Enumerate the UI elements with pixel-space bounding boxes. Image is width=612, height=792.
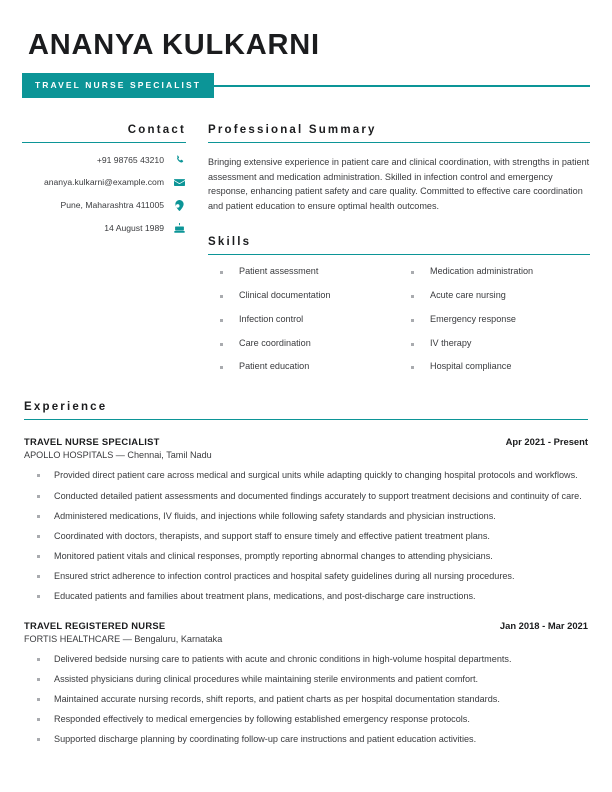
job-bullet-text: Conducted detailed patient assessments and documented findings accurately to support treatment decisions and continuity of care. xyxy=(54,490,582,501)
contact-item-email xyxy=(22,177,186,187)
job-bullet-text: Ensured strict adherence to infection control practices and hospital safety guidelines during all nursing procedures. xyxy=(54,571,515,582)
square-bullet-icon xyxy=(411,319,414,322)
experience-heading: Experience xyxy=(24,401,588,420)
phone-icon xyxy=(173,155,186,165)
skill-label: Clinical documentation xyxy=(239,289,331,300)
job-date-range: Jan 2018 - Mar 2021 xyxy=(499,619,588,631)
job-bullet xyxy=(24,693,588,706)
job-bullet-text: Provided direct patient care across medical and surgical units while adapting quickly to changing hospital protocols and workflows. xyxy=(54,470,578,481)
job-title: TRAVEL NURSE SPECIALIST xyxy=(24,436,160,448)
contact-phone-value: +91 98765 43210 xyxy=(96,154,164,165)
square-bullet-icon xyxy=(37,535,40,538)
job-bullet-text: Responded effectively to medical emergencies by following established emergency response protocols. xyxy=(54,714,470,725)
job-bullet-text: Administered medications, IV fluids, and injections while following safety standards and physician instructions. xyxy=(54,510,496,521)
contact-list xyxy=(22,155,186,234)
job-company: APOLLO HOSPITALS — Chennai, Tamil Nadu xyxy=(24,450,212,461)
job-company: FORTIS HEALTHCARE — Bengaluru, Karnataka xyxy=(24,633,223,644)
skill-label: Patient assessment xyxy=(239,265,319,276)
job-bullet xyxy=(24,469,588,482)
skill-item xyxy=(208,314,399,325)
skills-grid xyxy=(208,266,590,386)
contact-location-value: Pune, Maharashtra 411005 xyxy=(60,199,164,210)
contact-item-phone xyxy=(22,155,186,165)
square-bullet-icon xyxy=(411,343,414,346)
resume-header xyxy=(22,30,590,98)
birthday-cake-icon xyxy=(173,223,186,234)
skill-item xyxy=(399,338,590,349)
contact-email-value: ananya.kulkarni@example.com xyxy=(43,177,164,188)
skill-item xyxy=(208,361,399,372)
skill-label: Patient education xyxy=(239,361,310,372)
skills-column-left xyxy=(208,266,399,386)
job-bullet-text: Coordinated with doctors, therapists, and support staff to ensure timely and effective patient treatment plans. xyxy=(54,530,490,541)
job-bullet-text: Delivered bedside nursing care to patients with acute and chronic conditions in high-volume hospital departments. xyxy=(54,653,512,664)
job-title-row xyxy=(22,73,590,98)
job-bullet-text: Assisted physicians during clinical procedures while maintaining sterile environments and patient comfort. xyxy=(54,673,479,684)
skill-item xyxy=(208,290,399,301)
contact-item-location xyxy=(22,200,186,211)
job-bullet xyxy=(24,673,588,686)
square-bullet-icon xyxy=(37,474,40,477)
job-bullet-list xyxy=(24,469,588,603)
job-bullet xyxy=(24,510,588,523)
job-bullet xyxy=(24,490,588,503)
job-bullet xyxy=(24,550,588,563)
skill-label: Hospital compliance xyxy=(430,361,512,372)
skill-item xyxy=(399,290,590,301)
skill-label: Medication administration xyxy=(430,265,534,276)
skills-heading: Skills xyxy=(208,236,590,255)
email-icon xyxy=(173,178,186,187)
square-bullet-icon xyxy=(220,319,223,322)
job-bullet xyxy=(24,570,588,583)
experience-job xyxy=(24,436,588,603)
square-bullet-icon xyxy=(411,271,414,274)
square-bullet-icon xyxy=(37,515,40,518)
square-bullet-icon xyxy=(220,366,223,369)
contact-birthdate-value: 14 August 1989 xyxy=(104,222,164,233)
contact-item-birthdate xyxy=(22,223,186,234)
job-bullet-text: Supported discharge planning by coordinating follow-up care instructions and patient education activities. xyxy=(54,734,477,745)
job-title-badge: TRAVEL NURSE SPECIALIST xyxy=(22,73,214,98)
job-header xyxy=(24,620,588,631)
skill-item xyxy=(399,266,590,277)
square-bullet-icon xyxy=(411,295,414,298)
skill-label: IV therapy xyxy=(430,337,472,348)
square-bullet-icon xyxy=(37,738,40,741)
summary-text: Bringing extensive experience in patient care and clinical coordination, with strengths in patient assessment and medication administration. Skilled in infection control and emergency response, enhancing patient safety and care quality. Committed to effective care coordination and patient education to ensure optimal health outcomes. xyxy=(208,156,590,212)
job-bullet-text: Educated patients and families about treatment plans, medications, and post-discharge care instructions. xyxy=(54,591,476,602)
main-columns xyxy=(22,124,590,385)
skill-label: Emergency response xyxy=(430,313,516,324)
square-bullet-icon xyxy=(220,295,223,298)
experience-section xyxy=(22,401,590,746)
square-bullet-icon xyxy=(37,718,40,721)
job-bullet-text: Monitored patient vitals and clinical responses, promptly reporting abnormal changes to attending physicians. xyxy=(54,551,493,562)
candidate-name: ANANYA KULKARNI xyxy=(28,29,320,61)
header-rule xyxy=(214,85,590,87)
skill-item xyxy=(208,266,399,277)
square-bullet-icon xyxy=(37,595,40,598)
square-bullet-icon xyxy=(220,343,223,346)
square-bullet-icon xyxy=(37,658,40,661)
skills-column-right xyxy=(399,266,590,386)
square-bullet-icon xyxy=(37,495,40,498)
skill-label: Acute care nursing xyxy=(430,289,506,300)
job-date-range: Apr 2021 - Present xyxy=(505,436,588,448)
skill-item xyxy=(208,338,399,349)
square-bullet-icon xyxy=(37,698,40,701)
job-bullet xyxy=(24,733,588,746)
square-bullet-icon xyxy=(37,575,40,578)
contact-heading: Contact xyxy=(22,124,186,143)
job-bullet xyxy=(24,713,588,726)
summary-skills-column xyxy=(200,124,590,385)
job-bullet-text: Maintained accurate nursing records, shift reports, and patient charts as per hospital documentation standards. xyxy=(54,693,500,704)
job-title: TRAVEL REGISTERED NURSE xyxy=(24,619,166,631)
contact-column xyxy=(22,124,200,246)
square-bullet-icon xyxy=(411,366,414,369)
skill-item xyxy=(399,314,590,325)
location-pin-icon xyxy=(173,200,186,211)
square-bullet-icon xyxy=(37,555,40,558)
job-bullet xyxy=(24,530,588,543)
skill-label: Care coordination xyxy=(239,337,311,348)
job-bullet xyxy=(24,590,588,603)
square-bullet-icon xyxy=(37,678,40,681)
experience-job xyxy=(24,620,588,747)
summary-heading: Professional Summary xyxy=(208,124,590,143)
skill-item xyxy=(399,361,590,372)
job-header xyxy=(24,436,588,447)
skills-block xyxy=(208,236,590,386)
skill-label: Infection control xyxy=(239,313,304,324)
job-bullet xyxy=(24,653,588,666)
square-bullet-icon xyxy=(220,271,223,274)
job-bullet-list xyxy=(24,653,588,747)
